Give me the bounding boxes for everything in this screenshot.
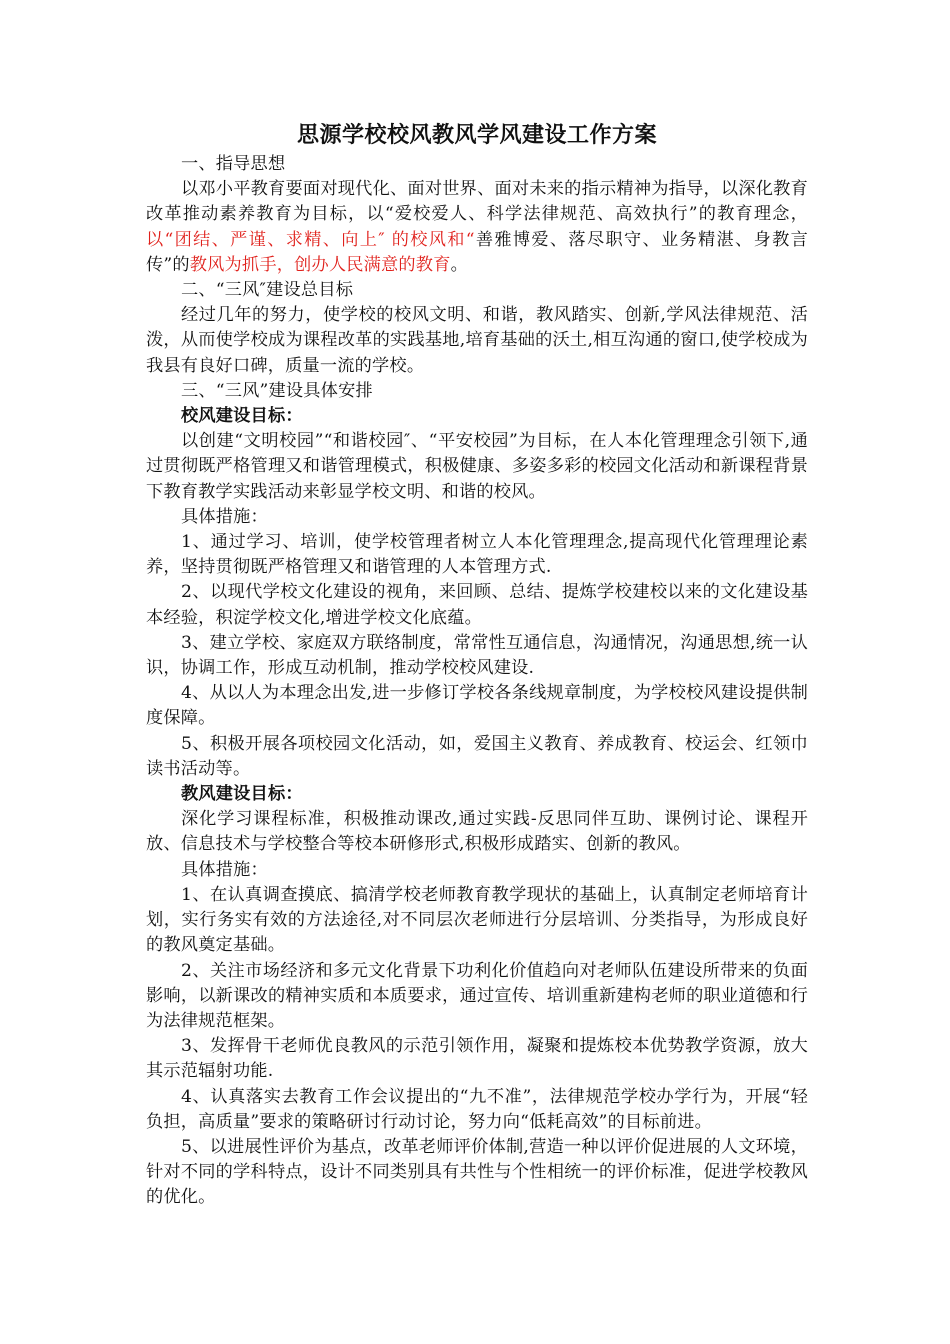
jiaofeng-measure-item: 1、在认真调查摸底、搞清学校老师教育教学现状的基础上，认真制定老师培育计划，实行务实有效的方法途径,对不同层次老师进行分层培训、分类指导，为形成良好的教风奠定基础。 bbox=[146, 884, 808, 956]
section-2-paragraph: 经过几年的努力，使学校的校风文明、和谐，教风踏实、创新,学风法律规范、活泼，从而使学校成为课程改革的实践基地,培育基础的沃土,相互沟通的窗口,使学校成为我县有良好口碑，质量一流的学校。 bbox=[146, 305, 808, 376]
document-page bbox=[146, 118, 808, 1211]
xiaofeng-goal-text: 以创建“文明校园”“和谐校园″、“平安校园”为目标，在人本化管理理念引领下,通过贯彻既严格管理又和谐管理模式，积极健康、多姿多彩的校园文化活动和新课程背景下教育教学实践活动来彰显学校文明、和谐的校风。 bbox=[146, 431, 808, 502]
jiaofeng-measure-item: 3、发挥骨干老师优良教风的示范引领作用，凝聚和提炼校本优势教学资源，放大其示范辐射功能. bbox=[146, 1036, 808, 1082]
s1-text-end: 。 bbox=[450, 254, 468, 275]
section-1-paragraph bbox=[146, 177, 808, 278]
xiaofeng-measure-item: 4、从以人为本理念出发,进一步修订学校各条线规章制度，为学校校风建设提供制度保障。 bbox=[146, 683, 808, 729]
jiaofeng-goal-text: 深化学习课程标准，积极推动课改,通过实践-反思同伴互助、课例讨论、课程开放、信息技术与学校整合等校本研修形式,积极形成踏实、创新的教风。 bbox=[146, 809, 808, 855]
jiaofeng-measure-item: 4、认真落实去教育工作会议提出的“九不准”，法律规范学校办学行为，开展“轻负担，高质量”要求的策略研讨行动讨论，努力向“低耗高效”的目标前进。 bbox=[146, 1086, 808, 1132]
section-3-heading: 三、“三风”建设具体安排 bbox=[181, 380, 373, 401]
section-2-heading: 二、“三风″建设总目标 bbox=[181, 280, 354, 301]
s1-text-b: 善雅博爱、落尽职守、业务精湛、身教言传”的 bbox=[146, 229, 808, 275]
xiaofeng-goal-heading: 校风建设目标： bbox=[181, 406, 303, 427]
xiaofeng-measure-item: 1、通过学习、培训，使学校管理者树立人本化管理理念,提高现代化管理理论素养，坚持贯彻既严格管理又和谐管理的人本管理方式. bbox=[146, 532, 808, 578]
jiaofeng-measure-item: 5、以进展性评价为基点，改革老师评价体制,营造一种以评价促进展的人文环境，针对不同的学科特点，设计不同类别具有共性与个性相统一的评价标准，促进学校教风的优化。 bbox=[146, 1136, 808, 1208]
document-title: 思源学校校风教风学风建设工作方案 bbox=[296, 122, 657, 148]
s1-red-text-2: 教风为抓手，创办人民满意的教育 bbox=[189, 254, 451, 275]
section-1-heading: 一、指导思想 bbox=[181, 154, 286, 174]
xiaofeng-measures-heading: 具体措施： bbox=[181, 506, 268, 527]
xiaofeng-measure-item: 3、建立学校、家庭双方联络制度，常常性互通信息，沟通情况，沟通思想,统一认识，协调工作，形成互动机制，推动学校校风建设. bbox=[146, 632, 808, 679]
xiaofeng-measure-item: 5、积极开展各项校园文化活动，如，爱国主义教育、养成教育、校运会、红领巾读书活动等。 bbox=[146, 733, 808, 779]
jiaofeng-measures-heading: 具体措施： bbox=[181, 859, 268, 880]
jiaofeng-measure-item: 2、关注市场经济和多元文化背景下功利化价值趋向对老师队伍建设所带来的负面影响，以新课改的精神实质和本质要求，通过宣传、培训重新建构老师的职业道德和行为法律规范框架。 bbox=[146, 960, 808, 1031]
s1-text-a: 以邓小平教育要面对现代化、面对世界、面对未来的指示精神为指导，以深化教育改革推动素养教育为目标，以“爱校爱人、科学法律规范、高效执行”的教育理念， bbox=[146, 179, 808, 225]
jiaofeng-goal-heading: 教风建设目标： bbox=[181, 784, 303, 805]
s1-red-text-1: 以“团结、严谨、求精、向上″ 的校风和“ bbox=[146, 229, 475, 250]
xiaofeng-measure-item: 2、以现代学校文化建设的视角，来回顾、总结、提炼学校建校以来的文化建设基本经验，积淀学校文化,增进学校文化底蕴。 bbox=[146, 582, 808, 628]
